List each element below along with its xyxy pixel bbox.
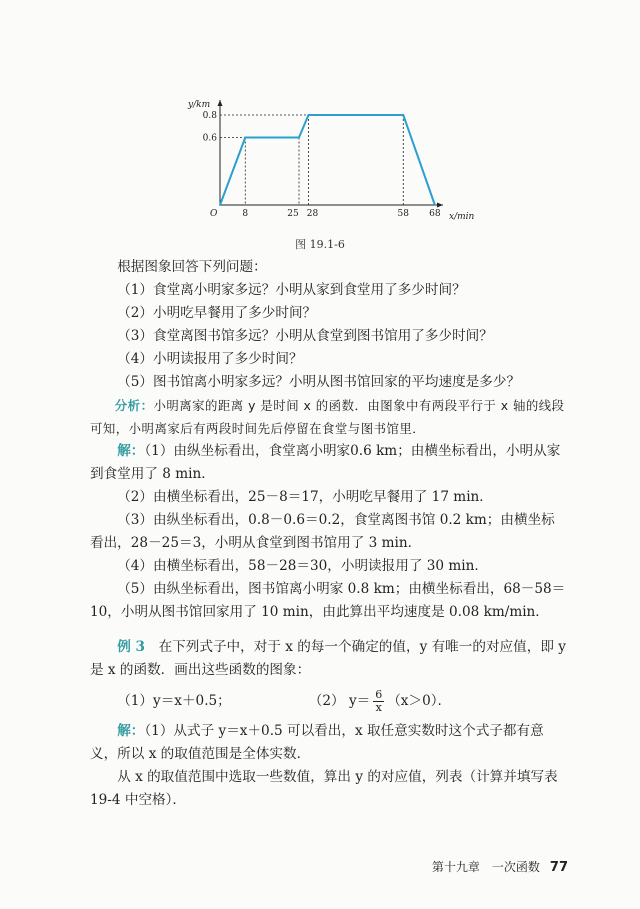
solution-2: （2）由横坐标看出，25－8＝17，小明吃早餐用了 17 min．	[117, 489, 493, 505]
question-3: （3）食堂离图书馆多远？小明从食堂到图书馆用了多少时间？	[117, 328, 493, 344]
distance-time-graph	[180, 92, 490, 227]
y-axis-label: y/km	[188, 100, 211, 110]
analysis-text: 小明离家的距离 y 是时间 x 的函数．由图象中有两段平行于 x 轴的线段可知，小明离家后有两段时间先后停留在食堂与图书馆里．	[90, 398, 565, 436]
chapter-title: 第十九章 一次函数	[431, 860, 540, 874]
page-content	[90, 256, 566, 812]
fraction-6-over-x	[373, 689, 384, 714]
origin-label: O	[210, 209, 218, 219]
solution-3: （3）由纵坐标看出，0.8－0.6＝0.2，食堂离图书馆 0.2 km；由横坐标看出，28－25＝3，小明从食堂到图书馆用了 3 min．	[90, 512, 555, 551]
fraction-numerator: 6	[375, 687, 383, 701]
solution-paragraph-1	[90, 440, 566, 486]
example-3	[90, 636, 566, 812]
guide-lines	[220, 115, 403, 205]
example-3-solution	[90, 720, 566, 766]
question-5: （5）图书馆离小明家多远？小明从图书馆回家的平均速度是多少？	[117, 374, 521, 390]
x-axis-label: x/min	[449, 212, 475, 222]
y-tick-label: 0.6	[202, 133, 217, 144]
example-3-solution-label: 解：	[117, 723, 145, 739]
question-1: （1）食堂离小明家多远？小明从家到食堂用了多少时间？	[117, 282, 466, 298]
x-tick-label: 25	[287, 209, 299, 219]
series-segment	[403, 115, 435, 205]
solution-label: 解：	[117, 443, 145, 459]
function-item-1: （1）y＝x＋0.5；	[117, 692, 231, 709]
y-axis-arrow	[218, 100, 223, 106]
y-tick-label: 0.8	[202, 111, 217, 121]
solution-5: （5）由纵坐标看出，图书馆离小明家 0.8 km；由横坐标看出，68－58＝10，小明从图书馆回家用了 10 min，由此算出平均速度是 0.08 km/min．	[90, 581, 566, 620]
page-number: 77	[549, 860, 568, 875]
intro-text: 根据图象回答下列问题：	[117, 259, 267, 275]
analysis-label: 分析：	[114, 398, 154, 413]
example-3-text: 在下列式子中，对于 x 的每一个确定的值，y 有唯一的对应值，即 y 是 x 的函数．画出这些函数的图象：	[90, 639, 566, 678]
example-3-solution-text: （1）从式子 y＝x＋0.5 可以看出，x 取任意实数时这个式子都有意义，所以 x 的取值范围是全体实数．	[90, 723, 544, 762]
x-axis-arrow	[437, 203, 443, 208]
series-lines	[220, 115, 435, 205]
x-tick-label: 8	[242, 209, 249, 219]
solution-4: （4）由横坐标看出，58－28＝30，小明读报用了 30 min．	[117, 558, 488, 574]
function-item-2-suffix: （x＞0）．	[387, 692, 452, 709]
question-2: （2）小明吃早餐用了多少时间？	[117, 305, 317, 321]
tick-labels	[187, 100, 475, 222]
figure-caption: 图 19.1-6	[295, 238, 345, 251]
example-3-label: 例 3	[117, 639, 145, 655]
page-footer	[432, 858, 568, 875]
question-4: （4）小明读报用了多少时间？	[117, 351, 303, 367]
series-segment	[299, 115, 308, 138]
x-tick-label: 68	[429, 209, 441, 219]
axes	[218, 100, 444, 208]
x-tick-label: 58	[397, 209, 410, 219]
example-3-statement	[90, 636, 566, 682]
analysis-paragraph	[90, 394, 566, 440]
example-3-solution-2: 从 x 的取值范围中选取一些数值，算出 y 的对应值，列表（计算并填写表 19-4 中空格）．	[90, 769, 558, 808]
function-list	[90, 682, 566, 720]
solution-1-text: （1）由纵坐标看出，食堂离小明家0.6 km；由横坐标看出，小明从家到食堂用了 8 min．	[90, 443, 561, 482]
fraction-denominator: x	[375, 700, 382, 714]
x-tick-label: 28	[306, 209, 319, 219]
function-item-2-prefix: （2） y＝	[308, 692, 371, 709]
series-segment	[220, 138, 245, 206]
